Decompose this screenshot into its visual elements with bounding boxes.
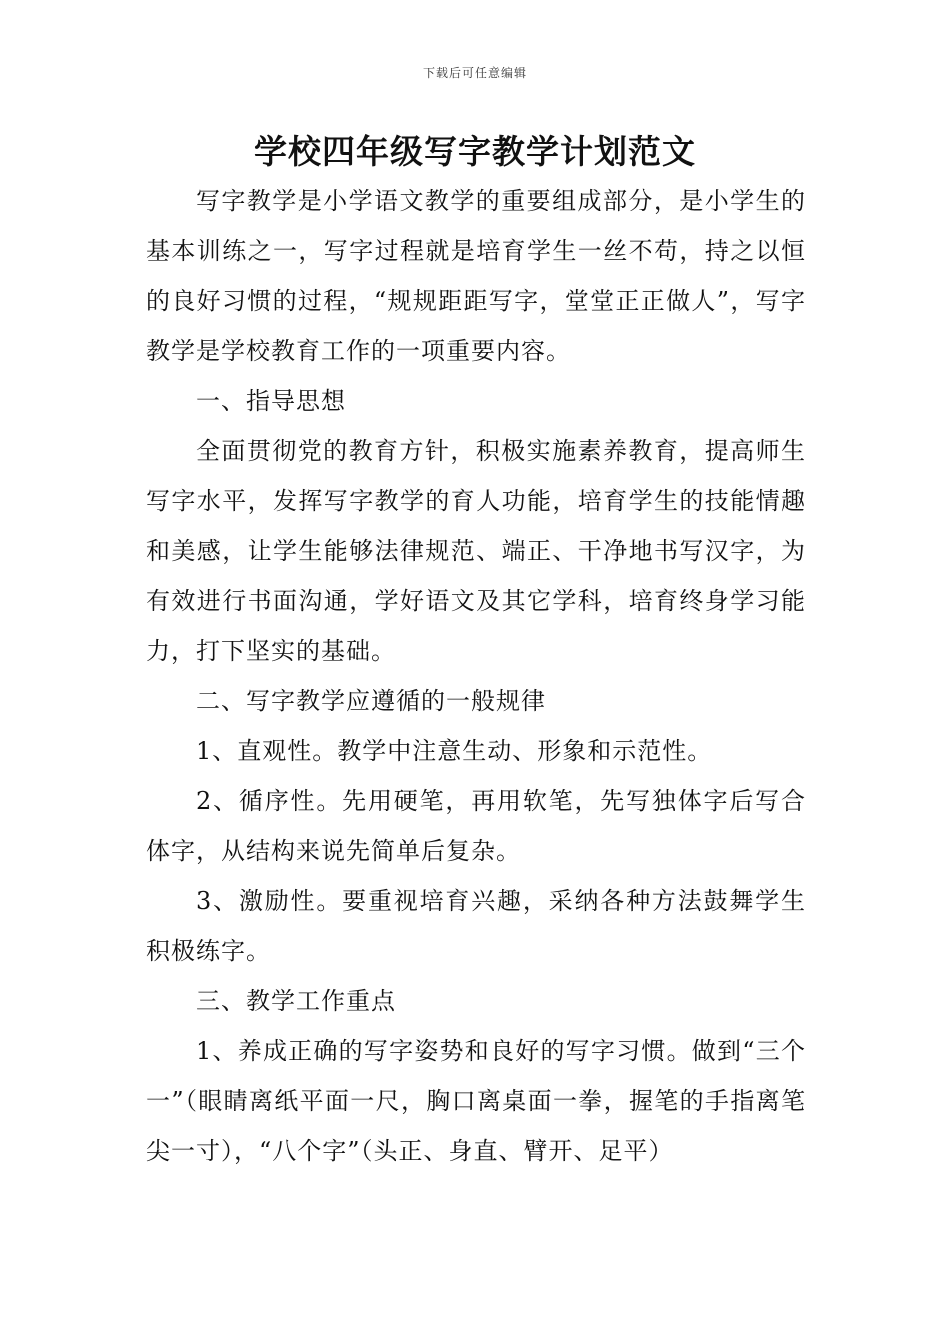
document-body (146, 176, 806, 1176)
section-heading-guiding-ideas: 一、指导思想 (196, 387, 346, 415)
rule-item-sequential: 2、循序性。先用硬笔，再用软笔，先写独体字后写合体字，从结构来说先简单后复杂。 (146, 787, 806, 865)
document-title: 学校四年级写字教学计划范文 (254, 132, 696, 171)
section-heading-key-points: 三、教学工作重点 (196, 987, 396, 1015)
rule-item-motivational: 3、激励性。要重视培育兴趣，采纳各种方法鼓舞学生积极练字。 (146, 887, 806, 965)
intro-paragraph: 写字教学是小学语文教学的重要组成部分，是小学生的基本训练之一，写字过程就是培育学生一丝不苟，持之以恒的良好习惯的过程，“规规距距写字，堂堂正正做人”，写字教学是学校教育工作的一项重要内容。 (146, 187, 806, 365)
guiding-ideas-paragraph: 全面贯彻党的教育方针，积极实施素养教育，提高师生写字水平，发挥写字教学的育人功能，培育学生的技能情趣和美感，让学生能够法律规范、端正、干净地书写汉字，为有效进行书面沟通，学好语文及其它学科，培育终身学习能力，打下坚实的基础。 (146, 437, 806, 665)
rule-item-intuitive: 1、直观性。教学中注意生动、形象和示范性。 (196, 737, 713, 765)
key-point-item-posture: 1、养成正确的写字姿势和良好的写字习惯。做到“三个一”（眼睛离纸平面一尺，胸口离桌面一拳，握笔的手指离笔尖一寸），“八个字”（头正、身直、臂开、足平） (146, 1037, 806, 1165)
header-note: 下载后可任意编辑 (422, 66, 527, 80)
section-heading-general-rules: 二、写字教学应遵循的一般规律 (196, 687, 546, 715)
